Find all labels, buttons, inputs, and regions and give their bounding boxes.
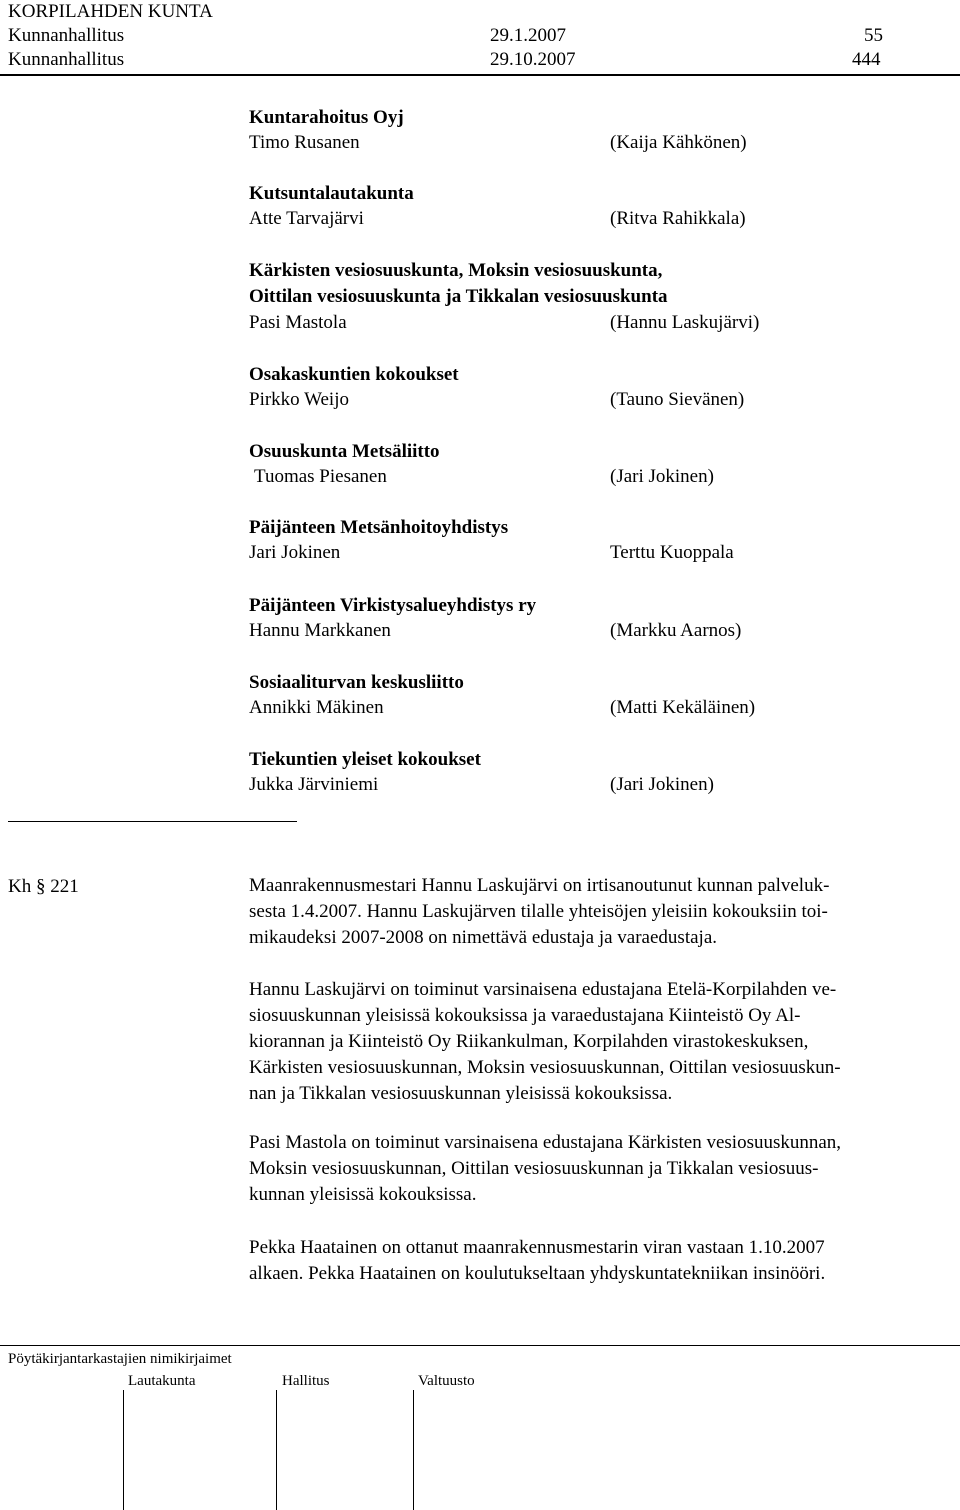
paragraph-line: siosuuskunnan yleisissä kokouksissa ja varaedustajana Kiinteistö Oy Al- — [249, 1005, 801, 1026]
entry-org: Oittilan vesiosuuskunta ja Tikkalan vesiosuuskunta — [249, 286, 668, 307]
header-page-1: 55 — [864, 25, 883, 46]
entry-deputy: (Markku Aarnos) — [610, 620, 742, 641]
section-separator — [8, 821, 297, 822]
entry-org: Päijänteen Metsänhoitoyhdistys — [249, 517, 509, 538]
header-rule — [0, 74, 960, 76]
header-body-1: Kunnanhallitus — [8, 25, 125, 46]
entry-org: Sosiaaliturvan keskusliitto — [249, 672, 464, 693]
paragraph-line: Hannu Laskujärvi on toiminut varsinaisena edustajana Etelä-Korpilahden ve- — [249, 979, 837, 1000]
section-label: Kh — [8, 876, 32, 897]
entry-member: Tuomas Piesanen — [254, 466, 387, 487]
paragraph-line: Maanrakennusmestari Hannu Laskujärvi on irtisanoutunut kunnan palveluk- — [249, 875, 830, 896]
entry-org: Osuuskunta Metsäliitto — [249, 441, 440, 462]
section-number: 221 — [50, 876, 79, 897]
entry-deputy: Terttu Kuoppala — [610, 542, 734, 563]
paragraph — [249, 977, 949, 1107]
header-date-2: 29.10.2007 — [490, 49, 576, 70]
paragraph-line: sesta 1.4.2007. Hannu Laskujärven tilalle yhteisöjen yleisiin kokouksiin toi- — [249, 901, 828, 922]
entry-deputy: (Matti Kekäläinen) — [610, 697, 756, 718]
entry-deputy: (Jari Jokinen) — [610, 774, 714, 795]
section-symbol: § — [35, 876, 46, 897]
paragraph-line: kunnan yleisissä kokouksissa. — [249, 1184, 477, 1205]
footer-column-valtuusto: Valtuusto — [418, 1373, 475, 1389]
footer-column-hallitus: Hallitus — [282, 1373, 330, 1389]
entry-member: Pirkko Weijo — [249, 389, 349, 410]
header-date-1: 29.1.2007 — [490, 25, 566, 46]
entry-deputy: (Ritva Rahikkala) — [610, 208, 746, 229]
organization-name: KORPILAHDEN KUNTA — [8, 1, 213, 22]
header-body-2: Kunnanhallitus — [8, 49, 125, 70]
entry-member: Atte Tarvajärvi — [249, 208, 364, 229]
paragraph-line: Moksin vesiosuuskunnan, Oittilan vesiosuuskunnan ja Tikkalan vesiosuus- — [249, 1158, 819, 1179]
footer-column-lautakunta: Lautakunta — [128, 1373, 196, 1389]
paragraph — [249, 1235, 949, 1287]
entry-org: Kärkisten vesiosuuskunta, Moksin vesiosuuskunta, — [249, 260, 663, 281]
entry-member: Annikki Mäkinen — [249, 697, 384, 718]
entry-member: Timo Rusanen — [249, 132, 360, 153]
footer-rule — [0, 1345, 960, 1346]
paragraph — [249, 1130, 949, 1208]
entry-deputy: (Tauno Sievänen) — [610, 389, 745, 410]
paragraph-line: alkaen. Pekka Haatainen on koulutukseltaan yhdyskuntatekniikan insinööri. — [249, 1263, 826, 1284]
paragraph-line: nan ja Tikkalan vesiosuuskunnan yleisissä kokouksissa. — [249, 1083, 673, 1104]
entry-member: Pasi Mastola — [249, 312, 347, 333]
entry-org: Kutsuntalautakunta — [249, 183, 414, 204]
paragraph-line: Pekka Haatainen on ottanut maanrakennusmestarin viran vastaan 1.10.2007 — [249, 1237, 825, 1258]
footer-divider — [276, 1390, 277, 1510]
entry-deputy: (Hannu Laskujärvi) — [610, 312, 760, 333]
entry-deputy: (Jari Jokinen) — [610, 466, 714, 487]
entry-org: Kuntarahoitus Oyj — [249, 107, 404, 128]
paragraph-line: Kärkisten vesiosuuskunnan, Moksin vesiosuuskunnan, Oittilan vesiosuuskun- — [249, 1057, 841, 1078]
paragraph-line: Pasi Mastola on toiminut varsinaisena edustajana Kärkisten vesiosuuskunnan, — [249, 1132, 842, 1153]
paragraph-line: mikaudeksi 2007-2008 on nimettävä edustaja ja varaedustaja. — [249, 927, 717, 948]
footer-title: Pöytäkirjantarkastajien nimikirjaimet — [8, 1351, 232, 1367]
entry-deputy: (Kaija Kähkönen) — [610, 132, 747, 153]
entry-org: Osakaskuntien kokoukset — [249, 364, 459, 385]
section-heading — [8, 875, 79, 899]
entry-member: Jukka Järviniemi — [249, 774, 379, 795]
paragraph — [249, 873, 949, 951]
entry-org: Päijänteen Virkistysalueyhdistys ry — [249, 595, 537, 616]
entry-org: Tiekuntien yleiset kokoukset — [249, 749, 481, 770]
entry-member: Jari Jokinen — [249, 542, 341, 563]
header-page-2: 444 — [852, 49, 881, 70]
paragraph-line: kiorannan ja Kiinteistö Oy Riikankulman, Korpilahden virastokeskuksen, — [249, 1031, 809, 1052]
footer-divider — [123, 1390, 124, 1510]
footer-divider — [413, 1390, 414, 1510]
entry-member: Hannu Markkanen — [249, 620, 391, 641]
